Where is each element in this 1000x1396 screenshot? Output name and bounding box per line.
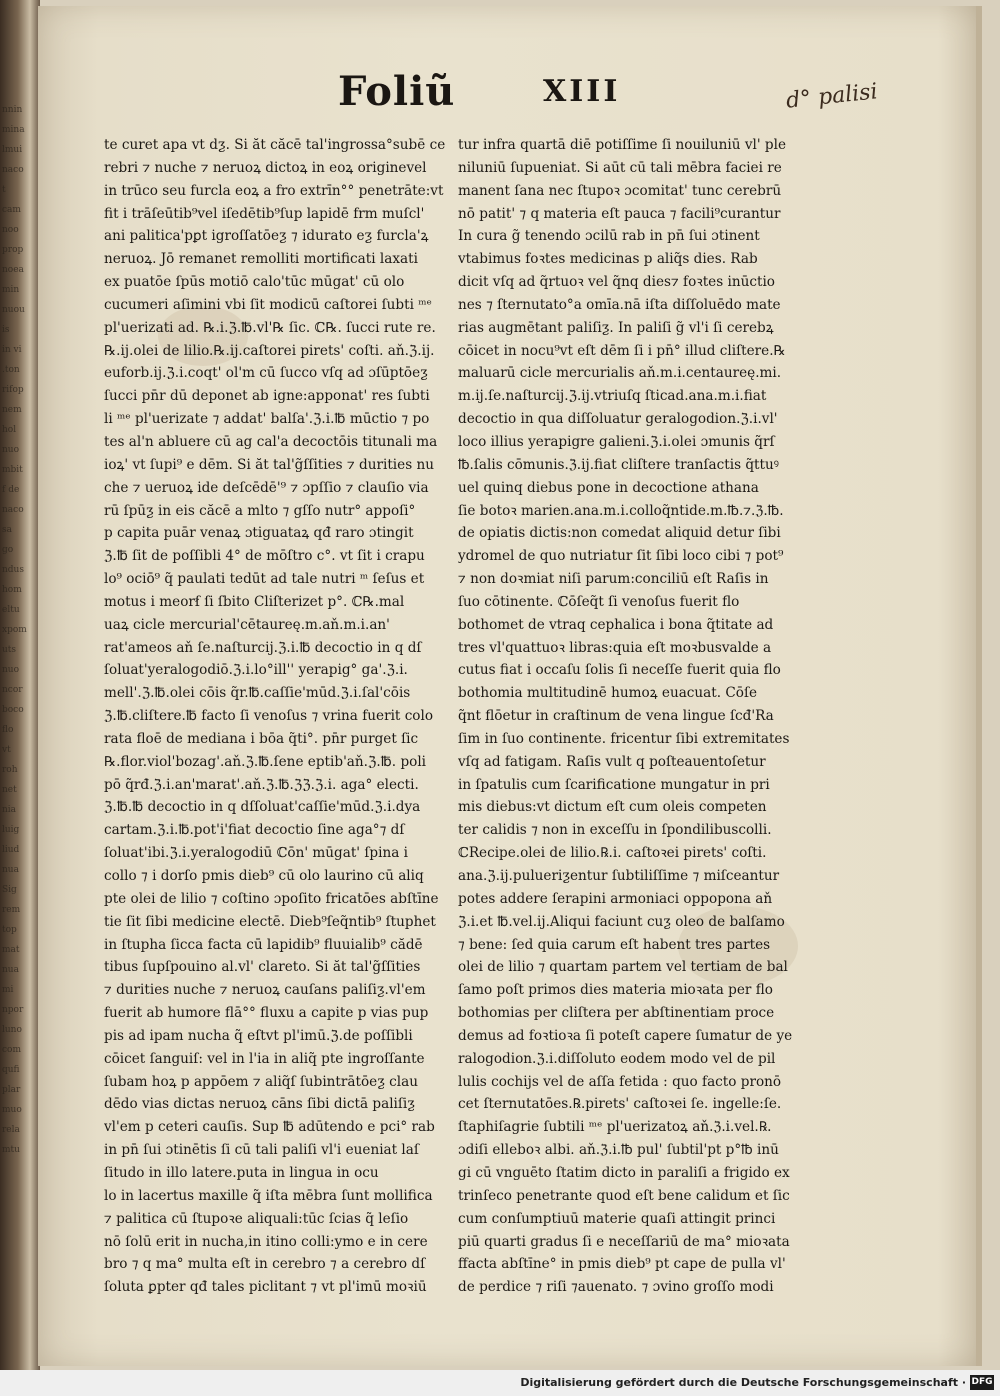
text-line: ſie botoꝛ marien.ana.m.i.colloq̃ntide.m.℔.⁊.ℨ.℔. <box>458 502 784 519</box>
text-line: ſtaphiſagrie ſubtili ᵐᵉ pl'uerizatoꝝ aň.ℨ.i.vel.℞. <box>458 1119 772 1136</box>
text-line: bothomias per cliſtera per abſtinentiam proce <box>458 1005 775 1022</box>
text-line: in ſpatulis cum ſcarificatione mungatur in pri <box>458 776 770 793</box>
text-line: cet ſternutatōes.℞.pirets' caſtoꝛei ſe. ingelle:ſe. <box>458 1096 782 1113</box>
text-line: gi cū vnguēto ſtatim dicto in paraliſi a frigido ex <box>458 1164 790 1181</box>
text-line: tibus ſupſpouino al.vl' clareto. Si ăt tal'g̃ſſities <box>104 959 421 976</box>
text-line: cucumeri aſimini vbi ſit modicū caſtorei ſubti ᵐᵉ <box>104 296 432 313</box>
text-line: mis diebus:vt dictum eſt cum oleis competen <box>458 799 767 816</box>
text-line: cartam.ℨ.i.℔.pot'i'fiat decoctio ſine aga°⁊ dſ <box>104 822 405 839</box>
text-line: ℨ.℔.℔ decoctio in q dſſoluat'caſſie'mūd.ℨ.i.dya <box>104 799 421 816</box>
text-line: neruoꝝ. Jō remanet remolliti mortificati laxati <box>104 251 418 268</box>
text-line: niluniū ſupueniat. Si aūt cū tali mēbra faciei re <box>458 159 782 176</box>
text-line: rat'ameos aň ſe.naſturcij.ℨ.i.℔ decoctio in q dſ <box>104 639 422 656</box>
text-line: lo in lacertus maxille q̃ iſta mēbra ſunt mollifica <box>104 1187 433 1204</box>
text-line: ℂRecipe.olei de lilio.℞.i. caſtoꝛei pirets' coſti. <box>458 845 767 862</box>
text-line: de opiatis dictis:non comedat aliquid detur ſibi <box>458 525 781 542</box>
text-line: ſoluat'yeralogodiō.ℨ.i.lo°ill'' yerapig° ga'.ℨ.i. <box>104 662 408 679</box>
text-line: bothomia multitudinē humoꝝ euacuat. Cōſe <box>458 685 758 702</box>
text-line: ffacta abſtīne° in pmis dieb⁹ pt cape de pulla vl' <box>458 1256 786 1273</box>
text-line: nō ſolū erit in nucha,in itino colli:ymo e in cere <box>104 1233 428 1250</box>
text-line: rias augmētant paliſiƺ. In paliſi g̃ vl'i ſi cerebꝝ <box>458 319 774 336</box>
text-line: ſucci pn̄r dū deponet ab igne:apponat' res ſubti <box>104 388 430 405</box>
text-line: in trūco seu furcla eoꝝ a fro extrīn°° penetrāte:vt <box>104 182 444 199</box>
text-line: bothomet de vtraq cephalica i bona q̃titate ad <box>458 616 774 633</box>
text-line: dicit vſq ad q̃rtuoꝛ vel q̃nq dies⁊ foꝛtes inūctio <box>458 274 775 291</box>
text-line: tres vl'quattuoꝛ libras:quia eſt moꝛbusvalde a <box>458 639 772 656</box>
text-line: nō patit' ⁊ q materia eſt pauca ⁊ facili⁹curantur <box>458 205 781 222</box>
text-line: ſoluta ꝑpter qđ tales piclitant ⁊ vt pl'imū moꝛiū <box>104 1279 427 1296</box>
text-line: ydromel de quo nutriatur ſit ſibi loco cibi ⁊ pot⁹ <box>458 548 784 565</box>
folio-page <box>38 6 982 1366</box>
text-line: ⁊ palitica cū ſtupoꝛe aliquali:tūc ſcias q̃ leſio <box>104 1210 409 1227</box>
text-line: vſq ad fatigam. Raſis vult q poſteauentoſetur <box>458 753 766 770</box>
text-line: p capita puār venaꝝ ɔtiguataꝝ qđ raro ɔtingit <box>104 525 414 542</box>
text-line: loco illius yerapigre galieni.ℨ.i.olei ɔmunis q̃rſ <box>458 433 775 450</box>
facing-page-edge <box>0 0 40 1370</box>
text-line: euforb.ij.ℨ.i.coqt' ol'm cū ſucco vſq ad ɔſūptōeƺ <box>104 365 428 382</box>
text-line: tie ſit ſibi medicine electē. Dieb⁹ſeq̃ntib⁹ ſtuphet <box>104 913 436 930</box>
text-line: ℨ.℔ ſit de poſſibli 4° de mōſtro c°. vt ſit i crapu <box>104 548 425 565</box>
text-line: de perdice ⁊ riſi ⁊auenato. ⁊ ɔvino groſſo modi <box>458 1279 774 1296</box>
dfg-logo: DFG <box>970 1375 994 1390</box>
text-line: cōicet ſanguiſ: vel in l'ia in aliq̃ pte ingroſſante <box>104 1050 425 1067</box>
text-line: vtabimus foꝛtes medicinas p aliq̃s dies. Rab <box>458 251 758 268</box>
text-line: vl'em p ceteri cauſis. Sup ℔ adūtendo e pci° rab <box>104 1119 435 1136</box>
text-line: ſoluat'ibi.ℨ.i.yeralogodiū ℂōn' mūgat' ſpina i <box>104 845 408 862</box>
text-line: ℨ.i.et ℔.vel.ij.Aliqui faciunt cuƺ oleo de balſamo <box>458 913 785 930</box>
handwritten-note: d° palisi <box>784 79 879 114</box>
text-line: uaꝝ cicle mercurial'cētaureę.m.aň.m.i.an' <box>104 616 390 633</box>
text-line: te curet apa vt dƺ. Si ăt căcē tal'ingrossa°subē ce <box>104 137 446 153</box>
text-line: fuerit ab humore flā°° fluxu a capite p vias pup <box>104 1005 429 1022</box>
text-line: cutus fiat i occaſu ſolis ſi neceſſe fuerit quia flo <box>458 662 781 679</box>
text-line: q̃nt flōetur in craſtinum de vena lingue ſcđ'Ra <box>458 708 774 725</box>
text-line: lulis cochijs vel de aſſa fetida : quo facto pronō <box>458 1073 782 1090</box>
text-line: pis ad ipam nucha q̃ eſtvt pl'imū.ℨ.de poſſibli <box>104 1027 413 1044</box>
text-line: piū quarti gradus ſi e neceſſariū de ma° mioꝛata <box>458 1233 790 1250</box>
text-line: potes addere ſerapini armoniaci oppopona aň <box>458 890 773 907</box>
text-line: ana.ℨ.ij.pulueriƺentur ſubtiliſſime ⁊ miſceantur <box>458 868 780 884</box>
text-line: ſamo poſt primos dies materia mioꝛata per flo <box>458 982 773 999</box>
text-line: rata floē de mediana i bōa q̃ti°. pn̄r purget ſic <box>104 730 419 747</box>
text-line: ℞.flor.viol'bozag'.aň.ℨ.℔.ſene eptib'aň.ℨ.℔. poli <box>104 753 427 770</box>
text-line: ex puatōe ſpūs motiō calo'tūc mūgat' cū olo <box>104 274 405 291</box>
text-line: dēdo vias dictas neruoꝝ cāns ſibi dictā paliſiƺ <box>104 1096 415 1113</box>
text-line: ralogodion.ℨ.i.diſſoluto eodem modo vel de pil <box>458 1050 776 1067</box>
text-line: m.ij.ſe.naſturcij.ℨ.ij.vtriuſq ſticad.ana.m.i.fiat <box>458 388 767 405</box>
text-line: ſitudo in illo latere.puta in lingua in ocu <box>104 1164 379 1181</box>
text-line: uel quinq diebus pone in decoctione athana <box>458 479 759 496</box>
page-header <box>38 68 982 128</box>
text-line: olei de lilio ⁊ quartam partem vel tertiam de bal <box>458 959 788 976</box>
text-line: ⁊ non doꝛmiat niſi parum:conciliū eſt Raſis in <box>458 571 769 588</box>
text-line: fit i trāſeūtib⁹vel iſedētib⁹ſup lapidē frm muſcl' <box>104 205 425 222</box>
text-line: rebri ⁊ nuche ⁊ neruoꝝ dictoꝝ in eoꝝ originevel <box>104 159 427 176</box>
text-line: tur infra quartā diē potiſſime ſi nouiluniū vl' ple <box>458 137 787 153</box>
text-line: pl'uerizati ad. ℞.i.ℨ.℔.vl'℞ ſic. ℂ℞. ſucci rute re. <box>104 319 436 336</box>
folio-number: XIII <box>543 74 621 109</box>
text-line: in pn̄ ſui ɔtinētis ſi cū tali paliſi vl'i eueniat laſ <box>104 1142 419 1159</box>
footer-credit: Digitalisierung gefördert durch die Deutsche Forschungsgemeinschaft · <box>520 1376 966 1389</box>
text-line: In cura g̃ tenendo ɔcilū rab in pn̄ ſui ɔtinent <box>458 228 760 245</box>
text-line: ɔdiſi elleboꝛ albi. aň.ℨ.i.℔ pul' ſubtil'pt p°℔ inū <box>458 1142 779 1159</box>
text-line: motus i meorẜ ſi ſbito Cliſterizet p°. ℂ℞.mal <box>104 593 405 610</box>
text-line: pte olei de lilio ⁊ coſtino ɔpoſito fricatōes abſtīne <box>104 890 439 907</box>
text-line: ſim in ſuo continente. fricentur ſibi extremitates <box>458 730 790 747</box>
text-line: in ſtupha ſicca facta cū lapidib⁹ fluuialib⁹ cădē <box>104 936 423 953</box>
digitization-footer <box>0 1370 1000 1396</box>
text-line: rū ſpūƺ in eis căcē a mlto ⁊ gſſo nutr° appoſi° <box>104 502 416 519</box>
text-line: manent ſana nec ſtupoꝛ ɔcomitat' tunc cerebrū <box>458 182 782 199</box>
text-line: cōicet in nocu⁹vt eſt dēm ſi i pn̄° illud cliſtere.℞ <box>458 342 786 359</box>
text-line: ℞.ij.olei de lilio.℞.ij.caſtorei pirets' coſti. aň.ℨ.ij. <box>104 342 435 359</box>
text-line: ſubam hoꝝ p appōem ⁊ aliq̃ſ ſubintrātōeƺ clau <box>104 1073 419 1090</box>
text-line: collo ⁊ i dorſo pmis dieb⁹ cū olo laurino cū aliq <box>104 868 424 884</box>
text-line: maluarū cicle mercurialis aň.m.i.centaureę.mi. <box>458 365 782 382</box>
text-line: decoctio in qua diſſoluatur geralogodion.ℨ.i.vl' <box>458 411 778 428</box>
text-line: lo⁹ ociō⁹ q̃ paulati tedūt ad tale nutri ᵐ ſeſus et <box>104 571 425 588</box>
text-line: bro ⁊ q ma° multa eſt in cerebro ⁊ a cerebro dſ <box>104 1256 426 1273</box>
text-line: ℔.ſalis cōmunis.ℨ.ij.fiat cliſtere tranſactis q̃ttuꝰ <box>458 456 779 473</box>
right-text-column <box>458 134 836 1299</box>
text-line: ⁊ bene: ſed quia carum eſt habent tres partes <box>458 936 771 953</box>
text-line: cum conſumptiuū materie quaſi attingit princi <box>458 1210 776 1227</box>
text-line: trinſeco penetrante quod eſt bene calidum et ſic <box>458 1187 790 1204</box>
text-line: ⁊ durities nuche ⁊ neruoꝝ cauſans paliſiƺ.vl'em <box>104 982 426 999</box>
text-line: demus ad foꝛtioꝛa ſi poteſt capere ſumatur de ye <box>458 1027 793 1044</box>
text-line: ani palitica'pꝑt igroſſatōeƺ ⁊ idurato eƺ furcla'ꝝ <box>104 228 429 245</box>
text-line: ter calidis ⁊ non in exceſſu in ſpondilibuscolli. <box>458 822 772 839</box>
text-line: ℨ.℔.cliſtere.℔ facto ſi venoſus ⁊ vrina fuerit colo <box>104 708 434 725</box>
folio-title: Foliũ <box>338 68 456 115</box>
text-line: li ᵐᵉ pl'uerizate ⁊ addat' balſa'.ℨ.i.℔ mūctio ⁊ po <box>104 411 430 428</box>
text-line: tes al'n abluere cū ag cal'a decoctōis titunali ma <box>104 433 438 450</box>
left-text-column <box>104 134 464 1299</box>
facing-page-margin-text: nnin mina lmui naco t cam noo prop noea min nuou is in vi .ton rifop nem hol nuo mbit f de naco sa go ndus hom eltu xpom uts nuo ncor boco flo vt roh net nia luig liud nua Sig rem top mat nua mi npor luno com qufi plar muo rela mtu <box>2 105 27 1155</box>
text-line: pō q̃rđ.ℨ.i.an'marat'.aň.ℨ.℔.ℨℨ.ℨ.i. aga° electi. <box>104 776 419 793</box>
text-line: ioꝝ' vt ſupi⁹ e dēm. Si ăt tal'g̃ſſities ⁊ durities nu <box>104 456 435 473</box>
text-line: ſuo cōtinente. ℂōſeq̃t ſi venoſus fuerit flo <box>458 593 740 610</box>
text-line: nes ⁊ ſternutato°a omīa.nā iſta diſſoluēdo mate <box>458 296 781 313</box>
text-line: che ⁊ ueruoꝝ ide deſcēdē'⁹ ⁊ ɔpſſio ⁊ clauſio via <box>104 479 429 496</box>
text-line: mell'.ℨ.℔.olei cōis q̃r.℔.caſſie'mūd.ℨ.i.ſal'cōis <box>104 685 411 702</box>
page-fore-edge <box>976 6 982 1366</box>
